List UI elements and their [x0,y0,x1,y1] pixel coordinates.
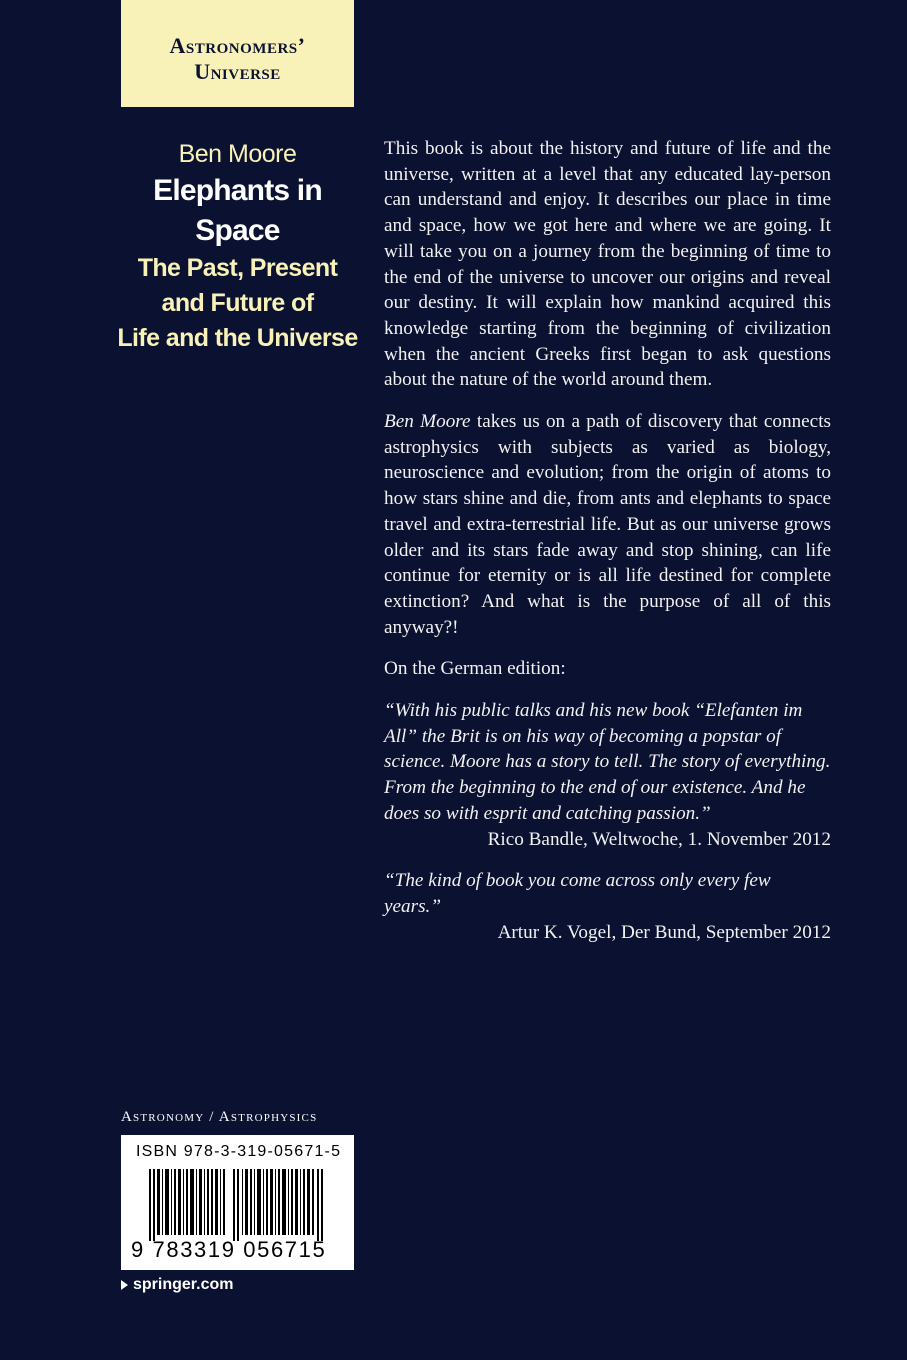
quote-text: “The kind of book you come across only every few years.” [384,870,771,917]
title-block [110,137,365,356]
springer-link[interactable] [121,1276,233,1294]
review-quote-2 [384,868,831,945]
blurb-paragraph-1: This book is about the history and future of life and the universe, written at a level that any educated lay-person can understand and enjoy. It describes our place in time and space, how we got here and where we are going. It will take you on a journey from the beginning of time to the end of the universe to uncover our origins and reveal our destiny. It will explain how mankind acquired this knowledge starting from the beginning of civilization when the ancient Greeks first began to ask questions about the nature of the world around them. [384,138,831,391]
barcode-panel [121,1135,354,1270]
series-line-2: Universe [194,58,281,84]
subtitle-line-3: Life and the Universe [117,324,358,352]
series-banner [121,0,354,107]
blurb-author-name: Ben Moore [384,411,471,433]
springer-link-label[interactable]: springer.com [133,1276,234,1293]
isbn-number: ISBN 978-3-319-05671-5 [136,1143,342,1160]
quote-text: “With his public talks and his new book “Elefanten im All” the Brit is on his way of becoming a popstar of science. Moore has a story to tell. The story of everything. From the beginning to the end of our existence. And he does so with esprit and catching passion.” [384,700,831,824]
author-name: Ben Moore [178,140,297,168]
barcode-icon [135,1169,341,1241]
series-line-1: Astronomers’ [169,32,306,58]
german-edition-heading: On the German edition: [384,658,566,680]
subtitle-line-2: and Future of [161,289,314,317]
blurb-paragraph-2-text: takes us on a path of discovery that connects astrophysics with subjects as varied as biology, neuroscience and evolution; from the origin of atoms to how stars shine and die, from ants and elephants to space travel and extra-terrestrial life. But as our universe grows older and its stars fade away and stop shining, can life continue for eternity or is all life destined for complete extinction? And what is the purpose of all of this anyway?! [384,411,831,638]
subject-category: Astronomy / Astrophysics [121,1109,318,1125]
subtitle-line-1: The Past, Present [137,254,338,282]
quote-source: Rico Bandle, Weltwoche, 1. November 2012 [487,828,831,850]
book-title: Elephants in Space [153,174,322,247]
review-quote-1 [384,698,831,852]
quote-source: Artur K. Vogel, Der Bund, September 2012 [497,921,831,943]
barcode-digits: 9 783319 056715 [131,1237,327,1262]
arrow-right-icon [121,1280,128,1290]
blurb [384,136,831,945]
blurb-paragraph-2 [384,409,831,640]
